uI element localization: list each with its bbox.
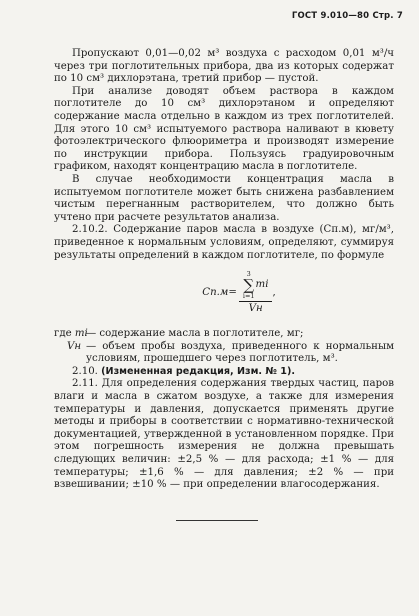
numerator-symbol: mi bbox=[255, 279, 269, 290]
sum-upper-limit: 3 bbox=[246, 269, 251, 278]
formula-numerator bbox=[239, 269, 276, 300]
paragraph-air-sampling: Пропускают 0,01—0,02 м³ воздуха с расходом 0,01 м³/ч через три поглотительных прибора, два из которых содержат по 10 см³ дихлорэтана, третий прибор — пустой. bbox=[54, 48, 394, 85]
formula-denominator: Vн bbox=[248, 302, 263, 314]
edition-note-number: 2.10. bbox=[72, 365, 98, 377]
definition-m bbox=[54, 328, 394, 341]
sigma-symbol: ∑ bbox=[243, 275, 255, 294]
end-divider bbox=[176, 520, 258, 521]
fraction-bar bbox=[239, 301, 273, 302]
document-body bbox=[54, 48, 394, 492]
definition-v bbox=[54, 341, 394, 366]
formula-lhs: Cп.м= bbox=[202, 286, 237, 298]
v-definition-text: — объем пробы воздуха, приведенного к нормальным условиям, прошедшего через поглотитель, м³. bbox=[86, 340, 394, 365]
formula-fraction bbox=[239, 269, 276, 316]
paragraph-2-10-2: 2.10.2. Содержание паров масла в воздухе (Cп.м), мг/м³, приведенное к нормальным условиям, определяют, суммируя результаты определений в каждом поглотителе, по формуле bbox=[54, 224, 394, 261]
running-header: ГОСТ 9.010—80 Стр. 7 bbox=[291, 11, 403, 21]
m-definition-text: — содержание масла в поглотителе, мг; bbox=[86, 328, 304, 340]
formula-oil-vapor-content bbox=[84, 264, 394, 322]
paragraph-analysis: При анализе доводят объем раствора в каждом поглотителе до 10 см³ дихлорэтаном и определяют содержание масла отдельно в каждом из трех поглотителей. Для этого 10 см³ испытуемого раствора наливают в кювету фотоэлектрического флюориметра и производят измерение по инструкции прибора. Пользуясь градуировочным графиком, находят концентрацию масла в поглотителе. bbox=[54, 85, 394, 173]
formula-comma: , bbox=[272, 286, 276, 298]
paragraph-dilution: В случае необходимости концентрация масла в испытуемом поглотителе может быть снижена разбавлением чистым перегнанным растворителем, что должно быть учтено при расчете результатов анализа. bbox=[54, 173, 394, 223]
v-symbol: Vн bbox=[66, 340, 82, 352]
edition-note bbox=[54, 366, 394, 379]
summation bbox=[243, 271, 255, 300]
edition-note-text: (Измененная редакция, Изм. № 1). bbox=[101, 365, 295, 377]
m-symbol: mi bbox=[74, 328, 88, 340]
sum-lower-limit: i=1 bbox=[242, 291, 255, 300]
where-prefix: где mi bbox=[54, 328, 88, 340]
paragraph-2-11: 2.11. Для определения содержания твердых частиц, паров влаги и масла в сжатом воздухе, а также для измерения температуры и давления, допускается применять другие методы и приборы в соответствии с нормативно-технической документацией, утвержденной в установленном порядке. При этом погрешность измерения не должна превышать следующих величин: ±2,5 % — для расхода; ±1 % — для температуры; ±1,6 % — для давления; ±2 % — при взвешивании; ±10 % — при определении влагосодержания. bbox=[54, 378, 394, 491]
variable-definitions bbox=[54, 328, 394, 366]
